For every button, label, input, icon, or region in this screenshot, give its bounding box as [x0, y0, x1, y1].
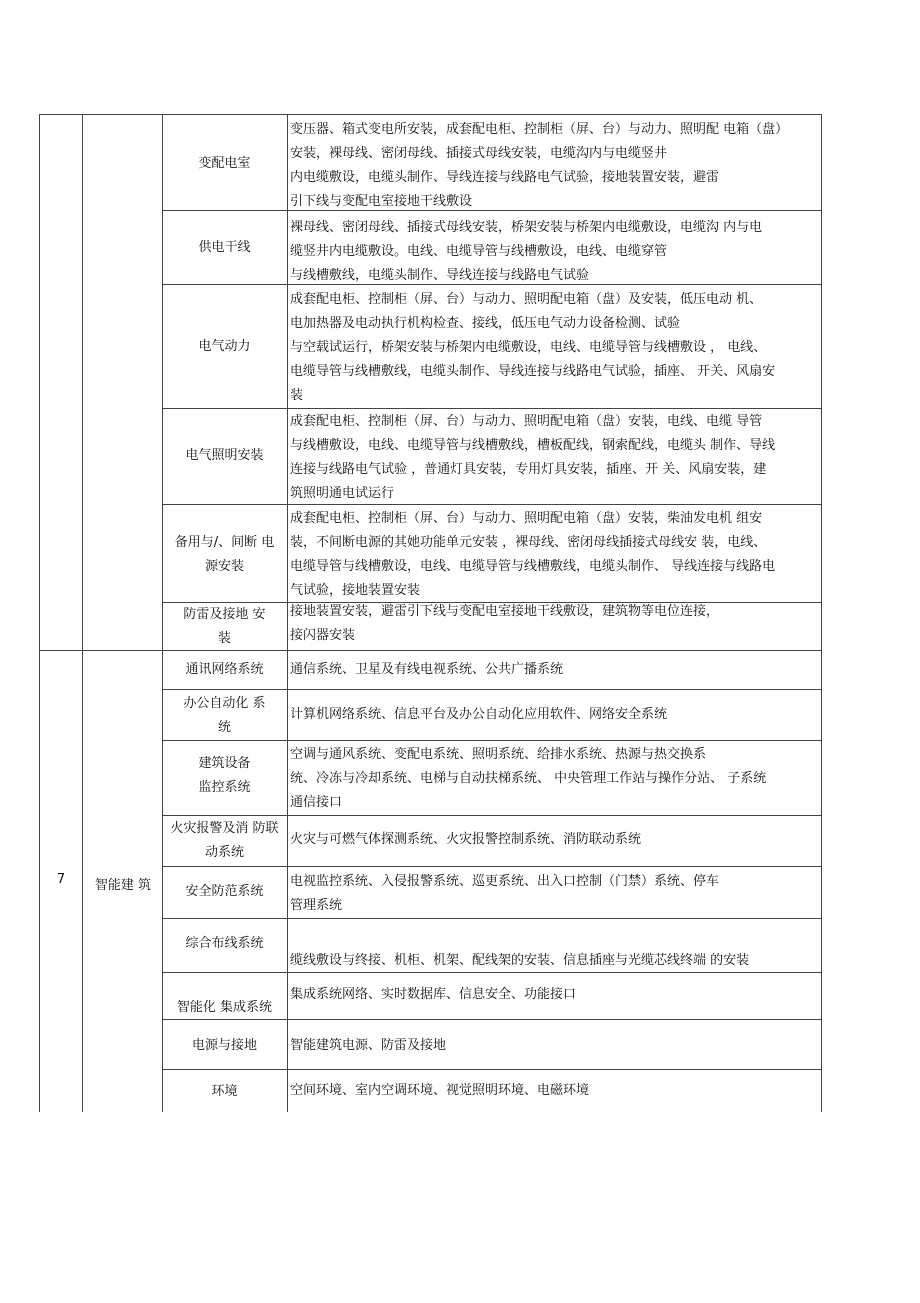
subitem-description: 空调与通风系统、变配电系统、照明系统、给排水系统、热源与热交换系 统、冷冻与冷却系统、电梯与自动扶梯系统、 中央管理工作站与操作分站、 子系统 通信接口: [290, 747, 767, 810]
subitem-description: 裸母线、密闭母线、插接式母线安装，桥架安装与桥架内电缆敷设，电缆沟 内与电 缆竖井内电缆敷设。电线、电缆导管与线槽敷设，电线、电缆穿管 与线槽敷线，电缆头制作、导线连接与线路电气试验: [290, 220, 763, 283]
subitem-name: 安全防范系统: [185, 884, 264, 899]
subitem-description: 成套配电柜、控制柜（屏、台）与动力、照明配电箱（盘）安装，电线、电缆 导管 与线槽敷设，电线、电缆导管与线槽敷线，槽板配线，钢索配线，电缆头 制作、导线 连接与线路电气试验 ，普通灯具安装，专用灯具安装，插座、开 关、风扇安装，建 筑照明通电试运行: [290, 414, 776, 501]
subitem-name: 电气动力: [198, 339, 251, 354]
subitem-name: 电气照明安装: [185, 448, 264, 463]
subitem-description: 空间环境、室内空调环境、视觉照明环境、电磁环境: [290, 1083, 590, 1098]
table-border-col1: [82, 114, 83, 1112]
subitem-name: 办公自动化 系 统: [183, 696, 266, 735]
subitem-description: 通信系统、卫星及有线电视系统、公共广播系统: [290, 662, 564, 677]
subitem-description: 智能建筑电源、防雷及接地: [290, 1038, 447, 1053]
subitem-name: 火灾报警及消 防联 动系统: [170, 821, 279, 860]
subitem-name: 变配电室: [198, 156, 251, 171]
subitem-description: 成套配电柜、控制柜（屏、台）与动力、照明配电箱（盘）安装，柴油发电机 组安 装，不间断电源的其她功能单元安装 ，裸母线、密闭母线插接式母线安 装，电线、 电缆导管与线槽敷设，电线、电缆导管与线槽敷线，电缆头制作、 导线连接与线路电 气试验，接地装置安装: [290, 511, 776, 598]
subitem-name: 智能化 集成系统: [176, 1000, 273, 1015]
subitem-name: 综合布线系统: [185, 936, 264, 951]
subitem-description: 成套配电柜、控制柜（屏、台）与动力、照明配电箱（盘）及安装，低压电动 机、 电加热器及电动执行机构检查、接线，低压电气动力设备检测、试验 与空载试运行，桥架安装与桥架内电缆敷设，电线、电缆导管与线槽敷设 ， 电线、 电缆导管与线槽敷线，电缆头制作、导线连接与线路电气试验，插座、 开关、风扇安 装: [290, 292, 776, 403]
row-divider: [162, 918, 822, 919]
row-number: 7: [56, 872, 66, 887]
row-divider: [162, 408, 822, 409]
subitem-description: 电视监控系统、入侵报警系统、巡更系统、出入口控制（门禁）系统、停车 管理系统: [290, 874, 720, 913]
table-border-left: [39, 114, 40, 1112]
subitem-name: 供电干线: [198, 240, 251, 255]
subitem-description: 火灾与可燃气体探测系统、火灾报警控制系统、消防联动系统: [290, 832, 642, 847]
subitem-name: 电源与接地: [191, 1038, 257, 1053]
group-divider: [39, 650, 822, 651]
subitem-name: 通讯网络系统: [185, 662, 264, 677]
subitem-name: 建筑设备 监控系统: [198, 756, 251, 795]
row-divider: [162, 689, 822, 690]
row-divider: [162, 866, 822, 867]
row-divider: [162, 1069, 822, 1070]
subitem-name: 防雷及接地 安 装: [183, 607, 266, 646]
row-divider: [39, 114, 822, 115]
subitem-description: 集成系统网络、实时数据库、信息安全、功能接口: [290, 987, 577, 1002]
subitem-name: 环境: [211, 1084, 238, 1099]
subitem-description: 缆线敷设与终接、机柜、机架、配线架的安装、信息插座与光缆芯线终端 的安装: [290, 953, 750, 968]
subitem-description: 接地装置安装，避雷引下线与变配电室接地干线敷设，建筑物等电位连接， 接闪器安装: [290, 604, 720, 643]
row-divider: [162, 815, 822, 816]
subitem-name: 备用与/、间断 电 源安装: [174, 535, 275, 574]
subitem-description: 变压器、箱式变电所安装，成套配电柜、控制柜（屏、台）与动力、照明配 电箱（盘） 安装，裸母线、密闭母线、插接式母线安装，电缆沟内与电缆竖井 内电缆敷设，电缆头制作、导线连接与线路电气试验，接地装置安装，避雷 引下线与变配电室接地干线敷设: [290, 122, 789, 209]
subitem-description: 计算机网络系统、信息平台及办公自动化应用软件、网络安全系统: [290, 707, 668, 722]
category-name: 智能建 筑: [94, 878, 152, 893]
row-divider: [162, 740, 822, 741]
table-border-col3: [287, 114, 288, 1112]
